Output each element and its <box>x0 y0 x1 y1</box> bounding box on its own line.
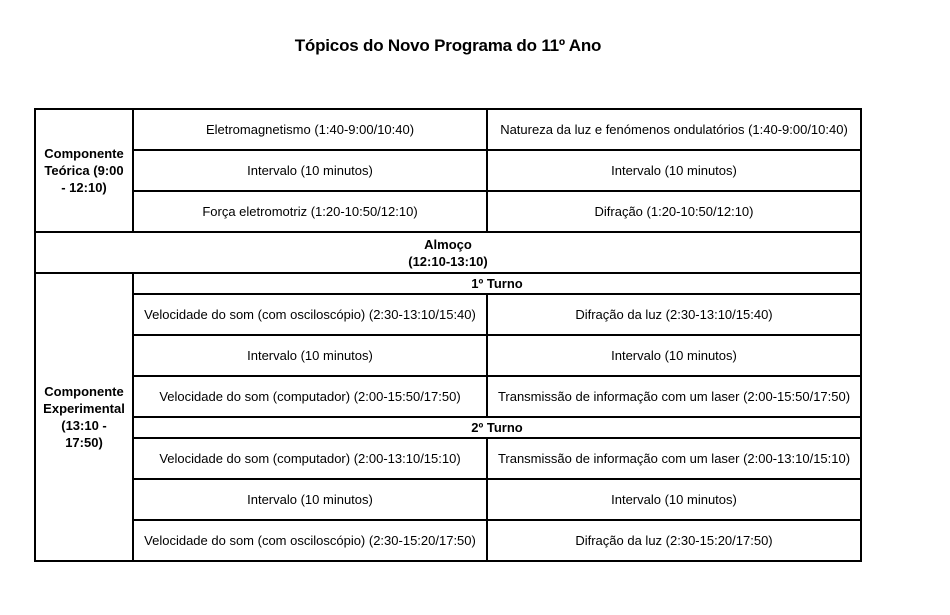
table-cell: Velocidade do som (com osciloscópio) (2:30-13:10/15:40) <box>133 294 487 335</box>
table-row <box>35 520 861 561</box>
table-cell: Intervalo (10 minutos) <box>133 479 487 520</box>
lunch-time: (12:10-13:10) <box>408 253 488 269</box>
table-cell: Intervalo (10 minutos) <box>487 335 861 376</box>
table-row <box>35 376 861 417</box>
table-row <box>35 191 861 232</box>
document-title: Tópicos do Novo Programa do 11º Ano <box>294 36 602 55</box>
table-cell: Intervalo (10 minutos) <box>133 150 487 191</box>
table-row <box>35 294 861 335</box>
lunch-row <box>35 232 861 273</box>
table-cell: Difração da luz (2:30-15:20/17:50) <box>487 520 861 561</box>
table-cell: Eletromagnetismo (1:40-9:00/10:40) <box>133 109 487 150</box>
table-row <box>35 438 861 479</box>
table-cell: Velocidade do som (com osciloscópio) (2:30-15:20/17:50) <box>133 520 487 561</box>
table-row <box>35 150 861 191</box>
table-cell: Difração (1:20-10:50/12:10) <box>487 191 861 232</box>
table-cell: Intervalo (10 minutos) <box>487 150 861 191</box>
table-cell: Velocidade do som (computador) (2:00-15:50/17:50) <box>133 376 487 417</box>
componente-teorica-label: Componente Teórica (9:00 - 12:10) <box>35 109 133 232</box>
table-row <box>35 109 861 150</box>
table-cell: Transmissão de informação com um laser (2:00-15:50/17:50) <box>487 376 861 417</box>
turno-2-row <box>35 417 861 438</box>
table-row <box>35 479 861 520</box>
lunch-cell <box>35 232 861 273</box>
table-row <box>35 335 861 376</box>
table-cell: Força eletromotriz (1:20-10:50/12:10) <box>133 191 487 232</box>
table-cell: Difração da luz (2:30-13:10/15:40) <box>487 294 861 335</box>
turno-1-label: 1º Turno <box>133 273 861 294</box>
turno-1-row <box>35 273 861 294</box>
schedule-table <box>34 108 862 562</box>
table-cell: Intervalo (10 minutos) <box>133 335 487 376</box>
table-cell: Velocidade do som (computador) (2:00-13:10/15:10) <box>133 438 487 479</box>
table-cell: Natureza da luz e fenómenos ondulatórios (1:40-9:00/10:40) <box>487 109 861 150</box>
turno-2-label: 2º Turno <box>133 417 861 438</box>
table-cell: Intervalo (10 minutos) <box>487 479 861 520</box>
lunch-label: Almoço <box>424 236 472 252</box>
table-cell: Transmissão de informação com um laser (2:00-13:10/15:10) <box>487 438 861 479</box>
componente-experimental-label: Componente Experimental (13:10 - 17:50) <box>35 273 133 561</box>
